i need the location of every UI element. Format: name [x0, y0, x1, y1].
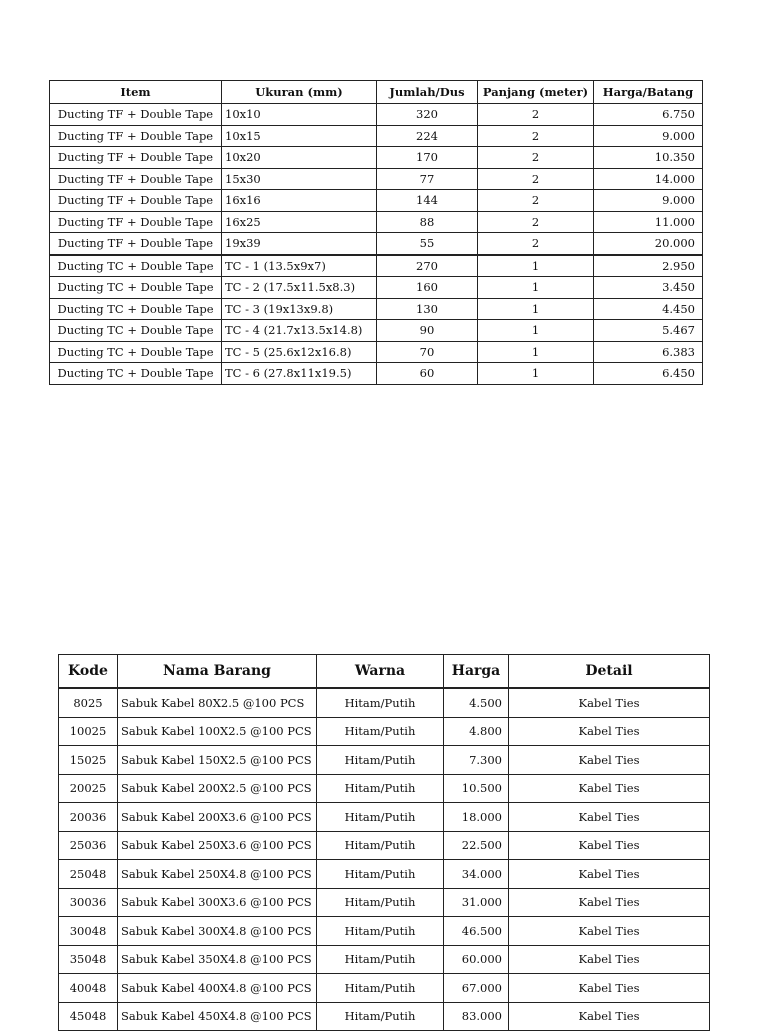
cell-detail: Kabel Ties — [509, 860, 710, 889]
table-row — [59, 974, 710, 1003]
cell-detail: Kabel Ties — [509, 945, 710, 974]
cell-jumlah-dus: 130 — [377, 298, 478, 320]
cell-nama-barang: Sabuk Kabel 200X2.5 @100 PCS — [118, 774, 317, 803]
cell-warna: Hitam/Putih — [317, 803, 444, 832]
table-row — [59, 717, 710, 746]
header-jumlah-dus: Jumlah/Dus — [377, 81, 478, 104]
table-row — [59, 945, 710, 974]
header-detail: Detail — [509, 655, 710, 689]
cell-ukuran: 10x20 — [222, 147, 377, 169]
cell-detail: Kabel Ties — [509, 1002, 710, 1031]
cell-item: Ducting TC + Double Tape — [50, 255, 222, 277]
cell-jumlah-dus: 60 — [377, 363, 478, 385]
table-row — [59, 860, 710, 889]
cell-harga-batang: 11.000 — [594, 211, 703, 233]
cell-panjang: 2 — [478, 125, 594, 147]
cell-warna: Hitam/Putih — [317, 717, 444, 746]
cell-nama-barang: Sabuk Kabel 150X2.5 @100 PCS — [118, 746, 317, 775]
cell-nama-barang: Sabuk Kabel 350X4.8 @100 PCS — [118, 945, 317, 974]
cell-jumlah-dus: 55 — [377, 233, 478, 255]
cell-nama-barang: Sabuk Kabel 450X4.8 @100 PCS — [118, 1002, 317, 1031]
cell-harga-batang: 14.000 — [594, 168, 703, 190]
cell-harga-batang: 6.750 — [594, 104, 703, 126]
cell-ukuran: 19x39 — [222, 233, 377, 255]
cell-harga: 34.000 — [444, 860, 509, 889]
cell-nama-barang: Sabuk Kabel 200X3.6 @100 PCS — [118, 803, 317, 832]
cell-warna: Hitam/Putih — [317, 945, 444, 974]
cell-item: Ducting TF + Double Tape — [50, 104, 222, 126]
table-row — [50, 363, 703, 385]
cell-panjang: 1 — [478, 320, 594, 342]
cell-panjang: 1 — [478, 255, 594, 277]
cell-nama-barang: Sabuk Kabel 250X3.6 @100 PCS — [118, 831, 317, 860]
table-row — [50, 277, 703, 299]
cell-harga: 18.000 — [444, 803, 509, 832]
table-row — [50, 298, 703, 320]
cell-item: Ducting TC + Double Tape — [50, 341, 222, 363]
ducting-price-table — [49, 80, 703, 385]
cell-kode: 25036 — [59, 831, 118, 860]
table-row — [50, 320, 703, 342]
cell-warna: Hitam/Putih — [317, 888, 444, 917]
cell-detail: Kabel Ties — [509, 917, 710, 946]
cell-harga-batang: 5.467 — [594, 320, 703, 342]
cell-item: Ducting TF + Double Tape — [50, 125, 222, 147]
cell-item: Ducting TF + Double Tape — [50, 147, 222, 169]
cell-nama-barang: Sabuk Kabel 400X4.8 @100 PCS — [118, 974, 317, 1003]
cell-harga-batang: 2.950 — [594, 255, 703, 277]
cell-kode: 8025 — [59, 688, 118, 717]
cell-panjang: 2 — [478, 211, 594, 233]
cell-harga-batang: 9.000 — [594, 190, 703, 212]
table-row — [59, 803, 710, 832]
cell-kode: 35048 — [59, 945, 118, 974]
cell-ukuran: TC - 6 (27.8x11x19.5) — [222, 363, 377, 385]
cell-jumlah-dus: 70 — [377, 341, 478, 363]
header-ukuran: Ukuran (mm) — [222, 81, 377, 104]
header-kode: Kode — [59, 655, 118, 689]
cell-nama-barang: Sabuk Kabel 80X2.5 @100 PCS — [118, 688, 317, 717]
table-row — [59, 917, 710, 946]
cell-detail: Kabel Ties — [509, 974, 710, 1003]
cell-item: Ducting TF + Double Tape — [50, 168, 222, 190]
cable-tie-price-table — [58, 654, 710, 1031]
cell-nama-barang: Sabuk Kabel 250X4.8 @100 PCS — [118, 860, 317, 889]
table-header-row — [59, 655, 710, 689]
cell-jumlah-dus: 77 — [377, 168, 478, 190]
cell-ukuran: 10x15 — [222, 125, 377, 147]
cell-ukuran: 15x30 — [222, 168, 377, 190]
table-row — [59, 774, 710, 803]
cell-harga: 7.300 — [444, 746, 509, 775]
header-nama-barang: Nama Barang — [118, 655, 317, 689]
cell-warna: Hitam/Putih — [317, 860, 444, 889]
cell-detail: Kabel Ties — [509, 803, 710, 832]
cell-ukuran: TC - 4 (21.7x13.5x14.8) — [222, 320, 377, 342]
cell-detail: Kabel Ties — [509, 774, 710, 803]
cell-harga-batang: 6.383 — [594, 341, 703, 363]
cell-ukuran: 16x25 — [222, 211, 377, 233]
cell-harga: 4.800 — [444, 717, 509, 746]
cell-panjang: 1 — [478, 341, 594, 363]
cell-kode: 25048 — [59, 860, 118, 889]
cell-kode: 30048 — [59, 917, 118, 946]
cell-kode: 10025 — [59, 717, 118, 746]
cell-warna: Hitam/Putih — [317, 774, 444, 803]
cell-jumlah-dus: 320 — [377, 104, 478, 126]
cell-jumlah-dus: 88 — [377, 211, 478, 233]
header-harga-batang: Harga/Batang — [594, 81, 703, 104]
cell-detail: Kabel Ties — [509, 746, 710, 775]
cell-warna: Hitam/Putih — [317, 917, 444, 946]
cell-kode: 45048 — [59, 1002, 118, 1031]
cell-harga-batang: 4.450 — [594, 298, 703, 320]
cell-harga: 67.000 — [444, 974, 509, 1003]
cell-jumlah-dus: 160 — [377, 277, 478, 299]
cell-harga-batang: 20.000 — [594, 233, 703, 255]
table-header-row — [50, 81, 703, 104]
cell-kode: 30036 — [59, 888, 118, 917]
cell-kode: 20036 — [59, 803, 118, 832]
table-row — [50, 190, 703, 212]
cell-ukuran: 16x16 — [222, 190, 377, 212]
cell-harga: 31.000 — [444, 888, 509, 917]
cell-ukuran: TC - 2 (17.5x11.5x8.3) — [222, 277, 377, 299]
cell-panjang: 2 — [478, 233, 594, 255]
cell-ukuran: TC - 1 (13.5x9x7) — [222, 255, 377, 277]
cell-panjang: 2 — [478, 104, 594, 126]
cell-warna: Hitam/Putih — [317, 746, 444, 775]
cell-panjang: 1 — [478, 363, 594, 385]
cell-ukuran: TC - 5 (25.6x12x16.8) — [222, 341, 377, 363]
table-row — [50, 104, 703, 126]
cell-panjang: 1 — [478, 298, 594, 320]
cell-harga-batang: 6.450 — [594, 363, 703, 385]
cell-panjang: 2 — [478, 147, 594, 169]
table-row — [59, 1002, 710, 1031]
table-row — [59, 688, 710, 717]
cell-jumlah-dus: 170 — [377, 147, 478, 169]
cell-jumlah-dus: 270 — [377, 255, 478, 277]
cell-harga: 22.500 — [444, 831, 509, 860]
cell-jumlah-dus: 144 — [377, 190, 478, 212]
cell-harga: 4.500 — [444, 688, 509, 717]
cell-harga: 46.500 — [444, 917, 509, 946]
table-row — [50, 211, 703, 233]
cell-warna: Hitam/Putih — [317, 974, 444, 1003]
cell-harga-batang: 10.350 — [594, 147, 703, 169]
header-item: Item — [50, 81, 222, 104]
table-row — [59, 746, 710, 775]
cell-nama-barang: Sabuk Kabel 300X4.8 @100 PCS — [118, 917, 317, 946]
table-row — [50, 168, 703, 190]
cell-warna: Hitam/Putih — [317, 688, 444, 717]
cell-kode: 20025 — [59, 774, 118, 803]
cell-item: Ducting TC + Double Tape — [50, 363, 222, 385]
cell-jumlah-dus: 90 — [377, 320, 478, 342]
cell-item: Ducting TC + Double Tape — [50, 320, 222, 342]
header-panjang: Panjang (meter) — [478, 81, 594, 104]
cell-nama-barang: Sabuk Kabel 100X2.5 @100 PCS — [118, 717, 317, 746]
cell-harga: 83.000 — [444, 1002, 509, 1031]
cell-detail: Kabel Ties — [509, 717, 710, 746]
table-row — [50, 233, 703, 255]
cell-ukuran: 10x10 — [222, 104, 377, 126]
table-row — [59, 831, 710, 860]
cell-panjang: 2 — [478, 190, 594, 212]
cell-warna: Hitam/Putih — [317, 831, 444, 860]
table-row — [59, 888, 710, 917]
cell-detail: Kabel Ties — [509, 831, 710, 860]
cell-harga: 60.000 — [444, 945, 509, 974]
cell-harga-batang: 3.450 — [594, 277, 703, 299]
cell-detail: Kabel Ties — [509, 888, 710, 917]
cell-harga: 10.500 — [444, 774, 509, 803]
cell-item: Ducting TF + Double Tape — [50, 233, 222, 255]
table-row — [50, 147, 703, 169]
cell-kode: 15025 — [59, 746, 118, 775]
cell-detail: Kabel Ties — [509, 688, 710, 717]
table-row — [50, 341, 703, 363]
cell-item: Ducting TF + Double Tape — [50, 190, 222, 212]
cell-item: Ducting TF + Double Tape — [50, 211, 222, 233]
cell-harga-batang: 9.000 — [594, 125, 703, 147]
cell-kode: 40048 — [59, 974, 118, 1003]
table-row — [50, 255, 703, 277]
cell-item: Ducting TC + Double Tape — [50, 277, 222, 299]
cell-panjang: 2 — [478, 168, 594, 190]
cell-warna: Hitam/Putih — [317, 1002, 444, 1031]
cell-jumlah-dus: 224 — [377, 125, 478, 147]
cell-nama-barang: Sabuk Kabel 300X3.6 @100 PCS — [118, 888, 317, 917]
cell-ukuran: TC - 3 (19x13x9.8) — [222, 298, 377, 320]
header-harga: Harga — [444, 655, 509, 689]
table-row — [50, 125, 703, 147]
cell-item: Ducting TC + Double Tape — [50, 298, 222, 320]
cell-panjang: 1 — [478, 277, 594, 299]
header-warna: Warna — [317, 655, 444, 689]
